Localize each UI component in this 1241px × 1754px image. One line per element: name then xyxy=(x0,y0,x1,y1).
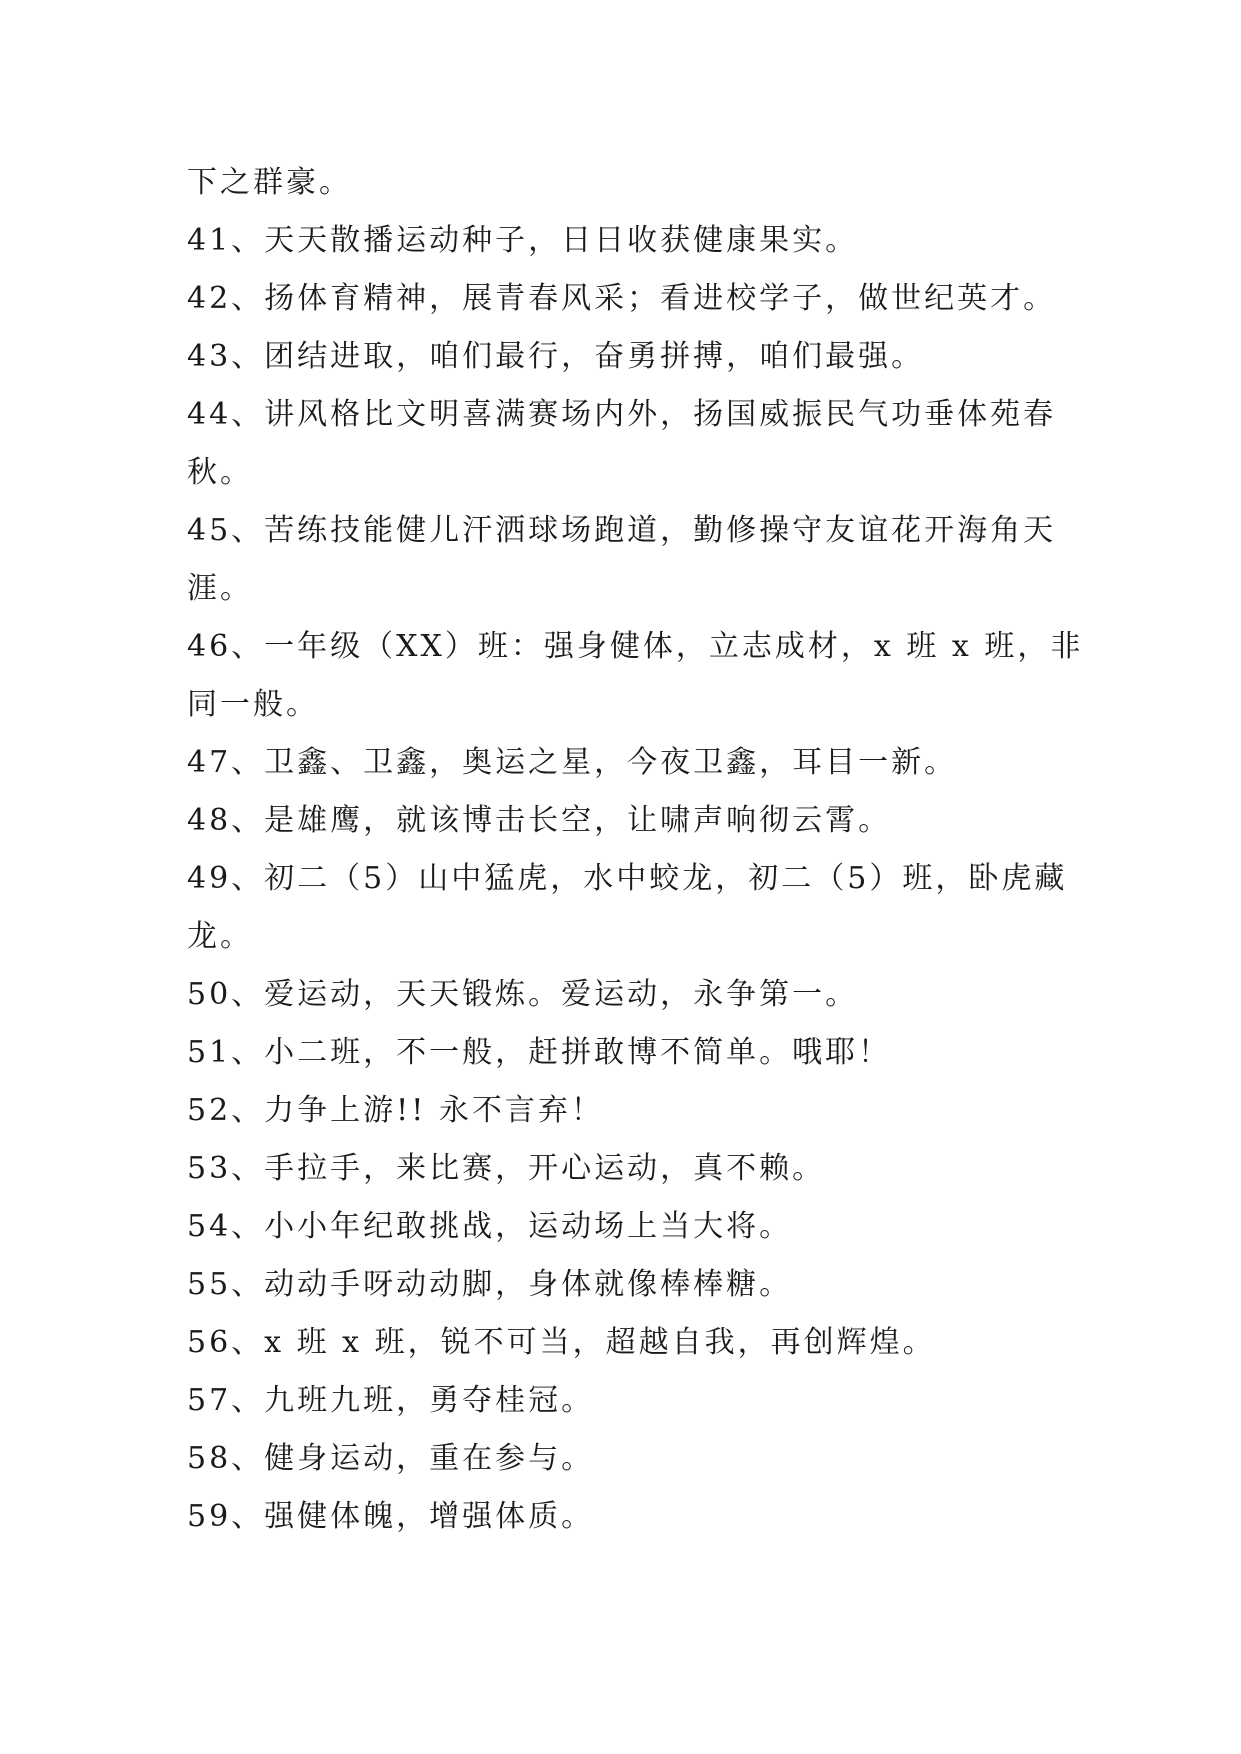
text-line: 同一般。 xyxy=(187,687,319,722)
text-line: 涯。 xyxy=(187,571,253,606)
text-line: 47、卫鑫、卫鑫，奥运之星，今夜卫鑫，耳目一新。 xyxy=(187,745,958,780)
text-line: 41、天天散播运动种子，日日收获健康果实。 xyxy=(187,223,859,258)
text-line: 55、动动手呀动动脚，身体就像棒棒糖。 xyxy=(187,1267,793,1302)
text-line: 53、手拉手，来比赛，开心运动，真不赖。 xyxy=(187,1151,826,1186)
text-line: 59、强健体魄，增强体质。 xyxy=(187,1499,595,1534)
text-line: 51、小二班，不一般，赶拼敢博不简单。哦耶！ xyxy=(187,1035,892,1070)
text-line: 54、小小年纪敢挑战，运动场上当大将。 xyxy=(187,1209,793,1244)
text-line: 42、扬体育精神，展青春风采；看进校学子，做世纪英才。 xyxy=(187,281,1057,316)
text-line: 56、x 班 x 班，锐不可当，超越自我，再创辉煌。 xyxy=(187,1325,936,1360)
text-line: 下之群豪。 xyxy=(187,165,352,200)
text-line: 秋。 xyxy=(187,455,253,490)
text-line: 44、讲风格比文明喜满赛场内外，扬国威振民气功垂体苑春 xyxy=(187,397,1057,432)
text-line: 45、苦练技能健儿汗洒球场跑道，勤修操守友谊花开海角天 xyxy=(187,513,1057,548)
text-line: 49、初二（5）山中猛虎，水中蛟龙，初二（5）班，卧虎藏 xyxy=(187,861,1068,896)
text-line: 48、是雄鹰，就该博击长空，让啸声响彻云霄。 xyxy=(187,803,892,838)
text-line: 43、团结进取，咱们最行，奋勇拼搏，咱们最强。 xyxy=(187,339,925,374)
text-line: 58、健身运动，重在参与。 xyxy=(187,1441,595,1476)
text-line: 52、力争上游!! 永不言弃！ xyxy=(187,1093,604,1128)
text-line: 龙。 xyxy=(187,919,253,954)
text-line: 50、爱运动，天天锻炼。爱运动，永争第一。 xyxy=(187,977,859,1012)
text-line: 57、九班九班，勇夺桂冠。 xyxy=(187,1383,595,1418)
text-line: 46、一年级（XX）班：强身健体，立志成材，x 班 x 班，非 xyxy=(187,629,1084,664)
document-body xyxy=(187,154,1084,1546)
